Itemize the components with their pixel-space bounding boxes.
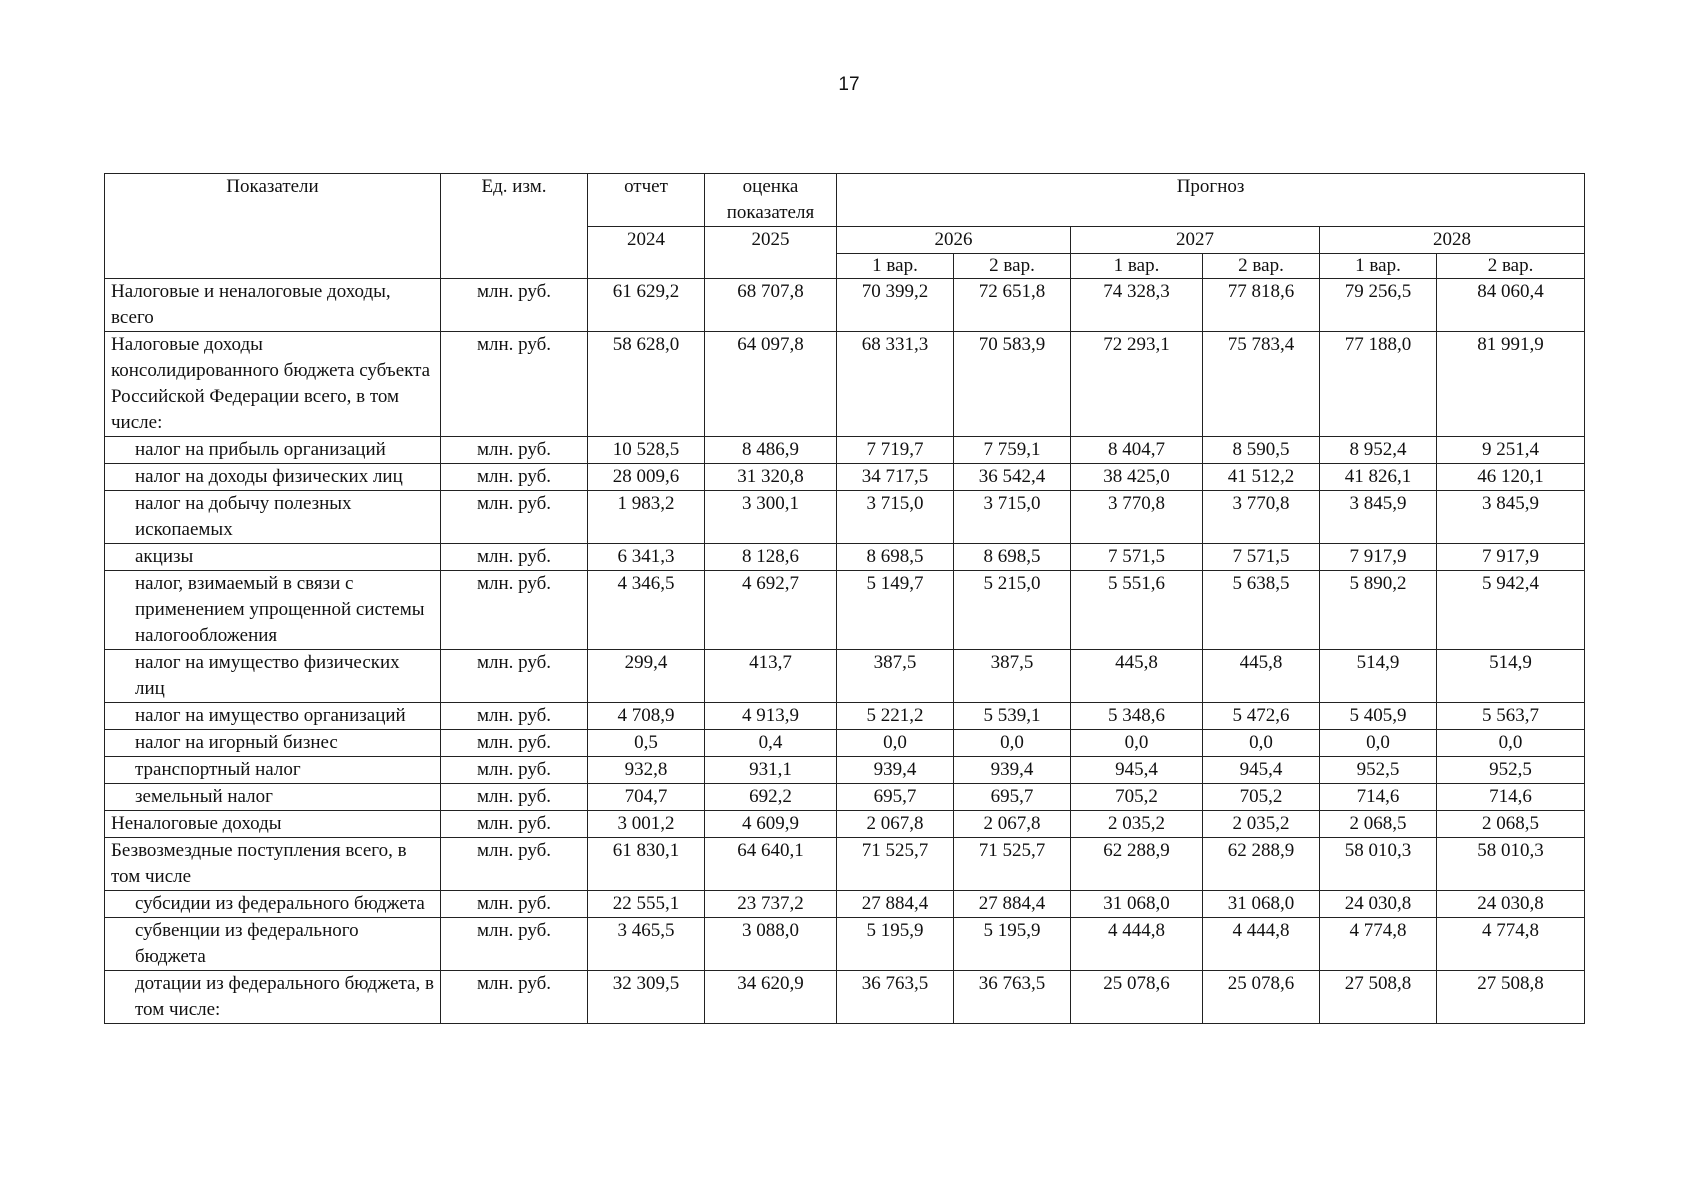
unit-cell: млн. руб. — [441, 730, 588, 757]
value-cell: 22 555,1 — [588, 891, 705, 918]
forecast-table — [104, 173, 1585, 1024]
value-cell: 705,2 — [1071, 784, 1203, 811]
value-cell: 5 221,2 — [837, 703, 954, 730]
indicator-cell: субвенции из федерального бюджета — [105, 918, 441, 971]
value-cell: 0,0 — [1320, 730, 1437, 757]
value-cell: 34 620,9 — [705, 971, 837, 1024]
header-indicator: Показатели — [105, 174, 441, 279]
table-body — [105, 279, 1585, 1024]
value-cell: 28 009,6 — [588, 464, 705, 491]
value-cell: 8 404,7 — [1071, 437, 1203, 464]
value-cell: 27 884,4 — [954, 891, 1071, 918]
value-cell: 2 035,2 — [1203, 811, 1320, 838]
table-row — [105, 730, 1585, 757]
value-cell: 64 640,1 — [705, 838, 837, 891]
value-cell: 5 215,0 — [954, 571, 1071, 650]
table-row — [105, 784, 1585, 811]
value-cell: 2 067,8 — [837, 811, 954, 838]
value-cell: 413,7 — [705, 650, 837, 703]
value-cell: 705,2 — [1203, 784, 1320, 811]
value-cell: 75 783,4 — [1203, 332, 1320, 437]
value-cell: 72 651,8 — [954, 279, 1071, 332]
value-cell: 5 890,2 — [1320, 571, 1437, 650]
value-cell: 2 067,8 — [954, 811, 1071, 838]
indicator-cell: субсидии из федерального бюджета — [105, 891, 441, 918]
value-cell: 41 512,2 — [1203, 464, 1320, 491]
value-cell: 7 571,5 — [1203, 544, 1320, 571]
value-cell: 2 068,5 — [1320, 811, 1437, 838]
value-cell: 387,5 — [954, 650, 1071, 703]
value-cell: 41 826,1 — [1320, 464, 1437, 491]
value-cell: 31 068,0 — [1071, 891, 1203, 918]
value-cell: 4 346,5 — [588, 571, 705, 650]
table-row — [105, 332, 1585, 437]
table-row — [105, 571, 1585, 650]
value-cell: 27 884,4 — [837, 891, 954, 918]
value-cell: 939,4 — [837, 757, 954, 784]
header-year-2024: 2024 — [588, 227, 705, 279]
value-cell: 68 331,3 — [837, 332, 954, 437]
value-cell: 5 405,9 — [1320, 703, 1437, 730]
indicator-cell: налог на игорный бизнес — [105, 730, 441, 757]
value-cell: 4 444,8 — [1203, 918, 1320, 971]
header-forecast: Прогноз — [837, 174, 1585, 227]
value-cell: 3 845,9 — [1320, 491, 1437, 544]
value-cell: 445,8 — [1203, 650, 1320, 703]
header-variant: 2 вар. — [1203, 254, 1320, 279]
value-cell: 5 195,9 — [837, 918, 954, 971]
table-row — [105, 811, 1585, 838]
unit-cell: млн. руб. — [441, 891, 588, 918]
unit-cell: млн. руб. — [441, 971, 588, 1024]
value-cell: 58 010,3 — [1320, 838, 1437, 891]
value-cell: 74 328,3 — [1071, 279, 1203, 332]
indicator-cell: налог на добычу полезных ископаемых — [105, 491, 441, 544]
unit-cell: млн. руб. — [441, 491, 588, 544]
header-report: отчет — [588, 174, 705, 227]
indicator-cell: налог на доходы физических лиц — [105, 464, 441, 491]
value-cell: 1 983,2 — [588, 491, 705, 544]
header-variant: 1 вар. — [1320, 254, 1437, 279]
value-cell: 71 525,7 — [837, 838, 954, 891]
unit-cell: млн. руб. — [441, 464, 588, 491]
table-row — [105, 918, 1585, 971]
indicator-cell: налог, взимаемый в связи с применением упрощенной системы налогообложения — [105, 571, 441, 650]
value-cell: 514,9 — [1320, 650, 1437, 703]
value-cell: 939,4 — [954, 757, 1071, 784]
unit-cell: млн. руб. — [441, 918, 588, 971]
header-unit: Ед. изм. — [441, 174, 588, 279]
value-cell: 5 563,7 — [1437, 703, 1585, 730]
value-cell: 4 913,9 — [705, 703, 837, 730]
unit-cell: млн. руб. — [441, 437, 588, 464]
table-row — [105, 279, 1585, 332]
value-cell: 299,4 — [588, 650, 705, 703]
value-cell: 5 539,1 — [954, 703, 1071, 730]
value-cell: 4 708,9 — [588, 703, 705, 730]
value-cell: 77 188,0 — [1320, 332, 1437, 437]
value-cell: 7 571,5 — [1071, 544, 1203, 571]
indicator-cell: Неналоговые доходы — [105, 811, 441, 838]
value-cell: 5 942,4 — [1437, 571, 1585, 650]
indicator-cell: земельный налог — [105, 784, 441, 811]
value-cell: 23 737,2 — [705, 891, 837, 918]
value-cell: 4 609,9 — [705, 811, 837, 838]
table-row — [105, 703, 1585, 730]
table-row — [105, 491, 1585, 544]
value-cell: 9 251,4 — [1437, 437, 1585, 464]
value-cell: 34 717,5 — [837, 464, 954, 491]
indicator-cell: Налоговые доходы консолидированного бюджета субъекта Российской Федерации всего, в том числе: — [105, 332, 441, 437]
header-variant: 1 вар. — [837, 254, 954, 279]
value-cell: 36 542,4 — [954, 464, 1071, 491]
value-cell: 31 320,8 — [705, 464, 837, 491]
value-cell: 5 472,6 — [1203, 703, 1320, 730]
value-cell: 3 770,8 — [1203, 491, 1320, 544]
value-cell: 945,4 — [1203, 757, 1320, 784]
value-cell: 945,4 — [1071, 757, 1203, 784]
value-cell: 695,7 — [837, 784, 954, 811]
value-cell: 77 818,6 — [1203, 279, 1320, 332]
header-year-2025: 2025 — [705, 227, 837, 279]
value-cell: 5 551,6 — [1071, 571, 1203, 650]
table-row — [105, 971, 1585, 1024]
table-row — [105, 757, 1585, 784]
value-cell: 3 001,2 — [588, 811, 705, 838]
header-variant: 2 вар. — [954, 254, 1071, 279]
unit-cell: млн. руб. — [441, 838, 588, 891]
value-cell: 25 078,6 — [1071, 971, 1203, 1024]
value-cell: 8 590,5 — [1203, 437, 1320, 464]
value-cell: 25 078,6 — [1203, 971, 1320, 1024]
value-cell: 8 698,5 — [837, 544, 954, 571]
value-cell: 7 917,9 — [1437, 544, 1585, 571]
value-cell: 32 309,5 — [588, 971, 705, 1024]
value-cell: 514,9 — [1437, 650, 1585, 703]
table-row — [105, 464, 1585, 491]
value-cell: 36 763,5 — [954, 971, 1071, 1024]
value-cell: 952,5 — [1437, 757, 1585, 784]
value-cell: 714,6 — [1437, 784, 1585, 811]
indicator-cell: налог на имущество физических лиц — [105, 650, 441, 703]
value-cell: 692,2 — [705, 784, 837, 811]
value-cell: 64 097,8 — [705, 332, 837, 437]
unit-cell: млн. руб. — [441, 811, 588, 838]
value-cell: 704,7 — [588, 784, 705, 811]
value-cell: 62 288,9 — [1203, 838, 1320, 891]
value-cell: 2 068,5 — [1437, 811, 1585, 838]
table-row — [105, 437, 1585, 464]
value-cell: 27 508,8 — [1320, 971, 1437, 1024]
indicator-cell: дотации из федерального бюджета, в том числе: — [105, 971, 441, 1024]
indicator-cell: налог на прибыль организаций — [105, 437, 441, 464]
value-cell: 8 952,4 — [1320, 437, 1437, 464]
unit-cell: млн. руб. — [441, 544, 588, 571]
table-row — [105, 544, 1585, 571]
unit-cell: млн. руб. — [441, 279, 588, 332]
value-cell: 81 991,9 — [1437, 332, 1585, 437]
value-cell: 5 195,9 — [954, 918, 1071, 971]
value-cell: 931,1 — [705, 757, 837, 784]
value-cell: 8 486,9 — [705, 437, 837, 464]
value-cell: 58 010,3 — [1437, 838, 1585, 891]
value-cell: 7 719,7 — [837, 437, 954, 464]
table-row — [105, 838, 1585, 891]
value-cell: 4 444,8 — [1071, 918, 1203, 971]
indicator-cell: Налоговые и неналоговые доходы, всего — [105, 279, 441, 332]
header-year-2027: 2027 — [1071, 227, 1320, 254]
header-variant: 2 вар. — [1437, 254, 1585, 279]
value-cell: 3 715,0 — [954, 491, 1071, 544]
value-cell: 4 774,8 — [1437, 918, 1585, 971]
header-year-2028: 2028 — [1320, 227, 1585, 254]
value-cell: 0,0 — [1071, 730, 1203, 757]
value-cell: 61 629,2 — [588, 279, 705, 332]
value-cell: 0,4 — [705, 730, 837, 757]
unit-cell: млн. руб. — [441, 703, 588, 730]
value-cell: 24 030,8 — [1437, 891, 1585, 918]
indicator-cell: акцизы — [105, 544, 441, 571]
table-row — [105, 650, 1585, 703]
page-number: 17 — [838, 74, 860, 95]
value-cell: 7 917,9 — [1320, 544, 1437, 571]
value-cell: 3 088,0 — [705, 918, 837, 971]
value-cell: 3 715,0 — [837, 491, 954, 544]
value-cell: 0,5 — [588, 730, 705, 757]
value-cell: 79 256,5 — [1320, 279, 1437, 332]
indicator-cell: налог на имущество организаций — [105, 703, 441, 730]
unit-cell: млн. руб. — [441, 757, 588, 784]
unit-cell: млн. руб. — [441, 332, 588, 437]
unit-cell: млн. руб. — [441, 784, 588, 811]
value-cell: 7 759,1 — [954, 437, 1071, 464]
value-cell: 3 465,5 — [588, 918, 705, 971]
value-cell: 952,5 — [1320, 757, 1437, 784]
header-year-2026: 2026 — [837, 227, 1071, 254]
value-cell: 2 035,2 — [1071, 811, 1203, 838]
header-variant: 1 вар. — [1071, 254, 1203, 279]
value-cell: 58 628,0 — [588, 332, 705, 437]
value-cell: 445,8 — [1071, 650, 1203, 703]
indicator-cell: транспортный налог — [105, 757, 441, 784]
unit-cell: млн. руб. — [441, 571, 588, 650]
table-row — [105, 891, 1585, 918]
value-cell: 0,0 — [954, 730, 1071, 757]
value-cell: 0,0 — [837, 730, 954, 757]
header-estimate: оценка показателя — [705, 174, 837, 227]
value-cell: 10 528,5 — [588, 437, 705, 464]
value-cell: 68 707,8 — [705, 279, 837, 332]
value-cell: 62 288,9 — [1071, 838, 1203, 891]
value-cell: 70 583,9 — [954, 332, 1071, 437]
value-cell: 0,0 — [1437, 730, 1585, 757]
table-header — [105, 174, 1585, 279]
indicator-cell: Безвозмездные поступления всего, в том числе — [105, 838, 441, 891]
value-cell: 61 830,1 — [588, 838, 705, 891]
value-cell: 84 060,4 — [1437, 279, 1585, 332]
value-cell: 5 348,6 — [1071, 703, 1203, 730]
value-cell: 36 763,5 — [837, 971, 954, 1024]
value-cell: 70 399,2 — [837, 279, 954, 332]
value-cell: 31 068,0 — [1203, 891, 1320, 918]
value-cell: 27 508,8 — [1437, 971, 1585, 1024]
value-cell: 714,6 — [1320, 784, 1437, 811]
value-cell: 72 293,1 — [1071, 332, 1203, 437]
unit-cell: млн. руб. — [441, 650, 588, 703]
value-cell: 4 692,7 — [705, 571, 837, 650]
value-cell: 5 638,5 — [1203, 571, 1320, 650]
value-cell: 932,8 — [588, 757, 705, 784]
value-cell: 8 698,5 — [954, 544, 1071, 571]
value-cell: 3 845,9 — [1437, 491, 1585, 544]
value-cell: 695,7 — [954, 784, 1071, 811]
value-cell: 8 128,6 — [705, 544, 837, 571]
value-cell: 24 030,8 — [1320, 891, 1437, 918]
value-cell: 4 774,8 — [1320, 918, 1437, 971]
value-cell: 38 425,0 — [1071, 464, 1203, 491]
value-cell: 6 341,3 — [588, 544, 705, 571]
value-cell: 3 770,8 — [1071, 491, 1203, 544]
value-cell: 46 120,1 — [1437, 464, 1585, 491]
value-cell: 3 300,1 — [705, 491, 837, 544]
value-cell: 0,0 — [1203, 730, 1320, 757]
value-cell: 387,5 — [837, 650, 954, 703]
value-cell: 71 525,7 — [954, 838, 1071, 891]
value-cell: 5 149,7 — [837, 571, 954, 650]
